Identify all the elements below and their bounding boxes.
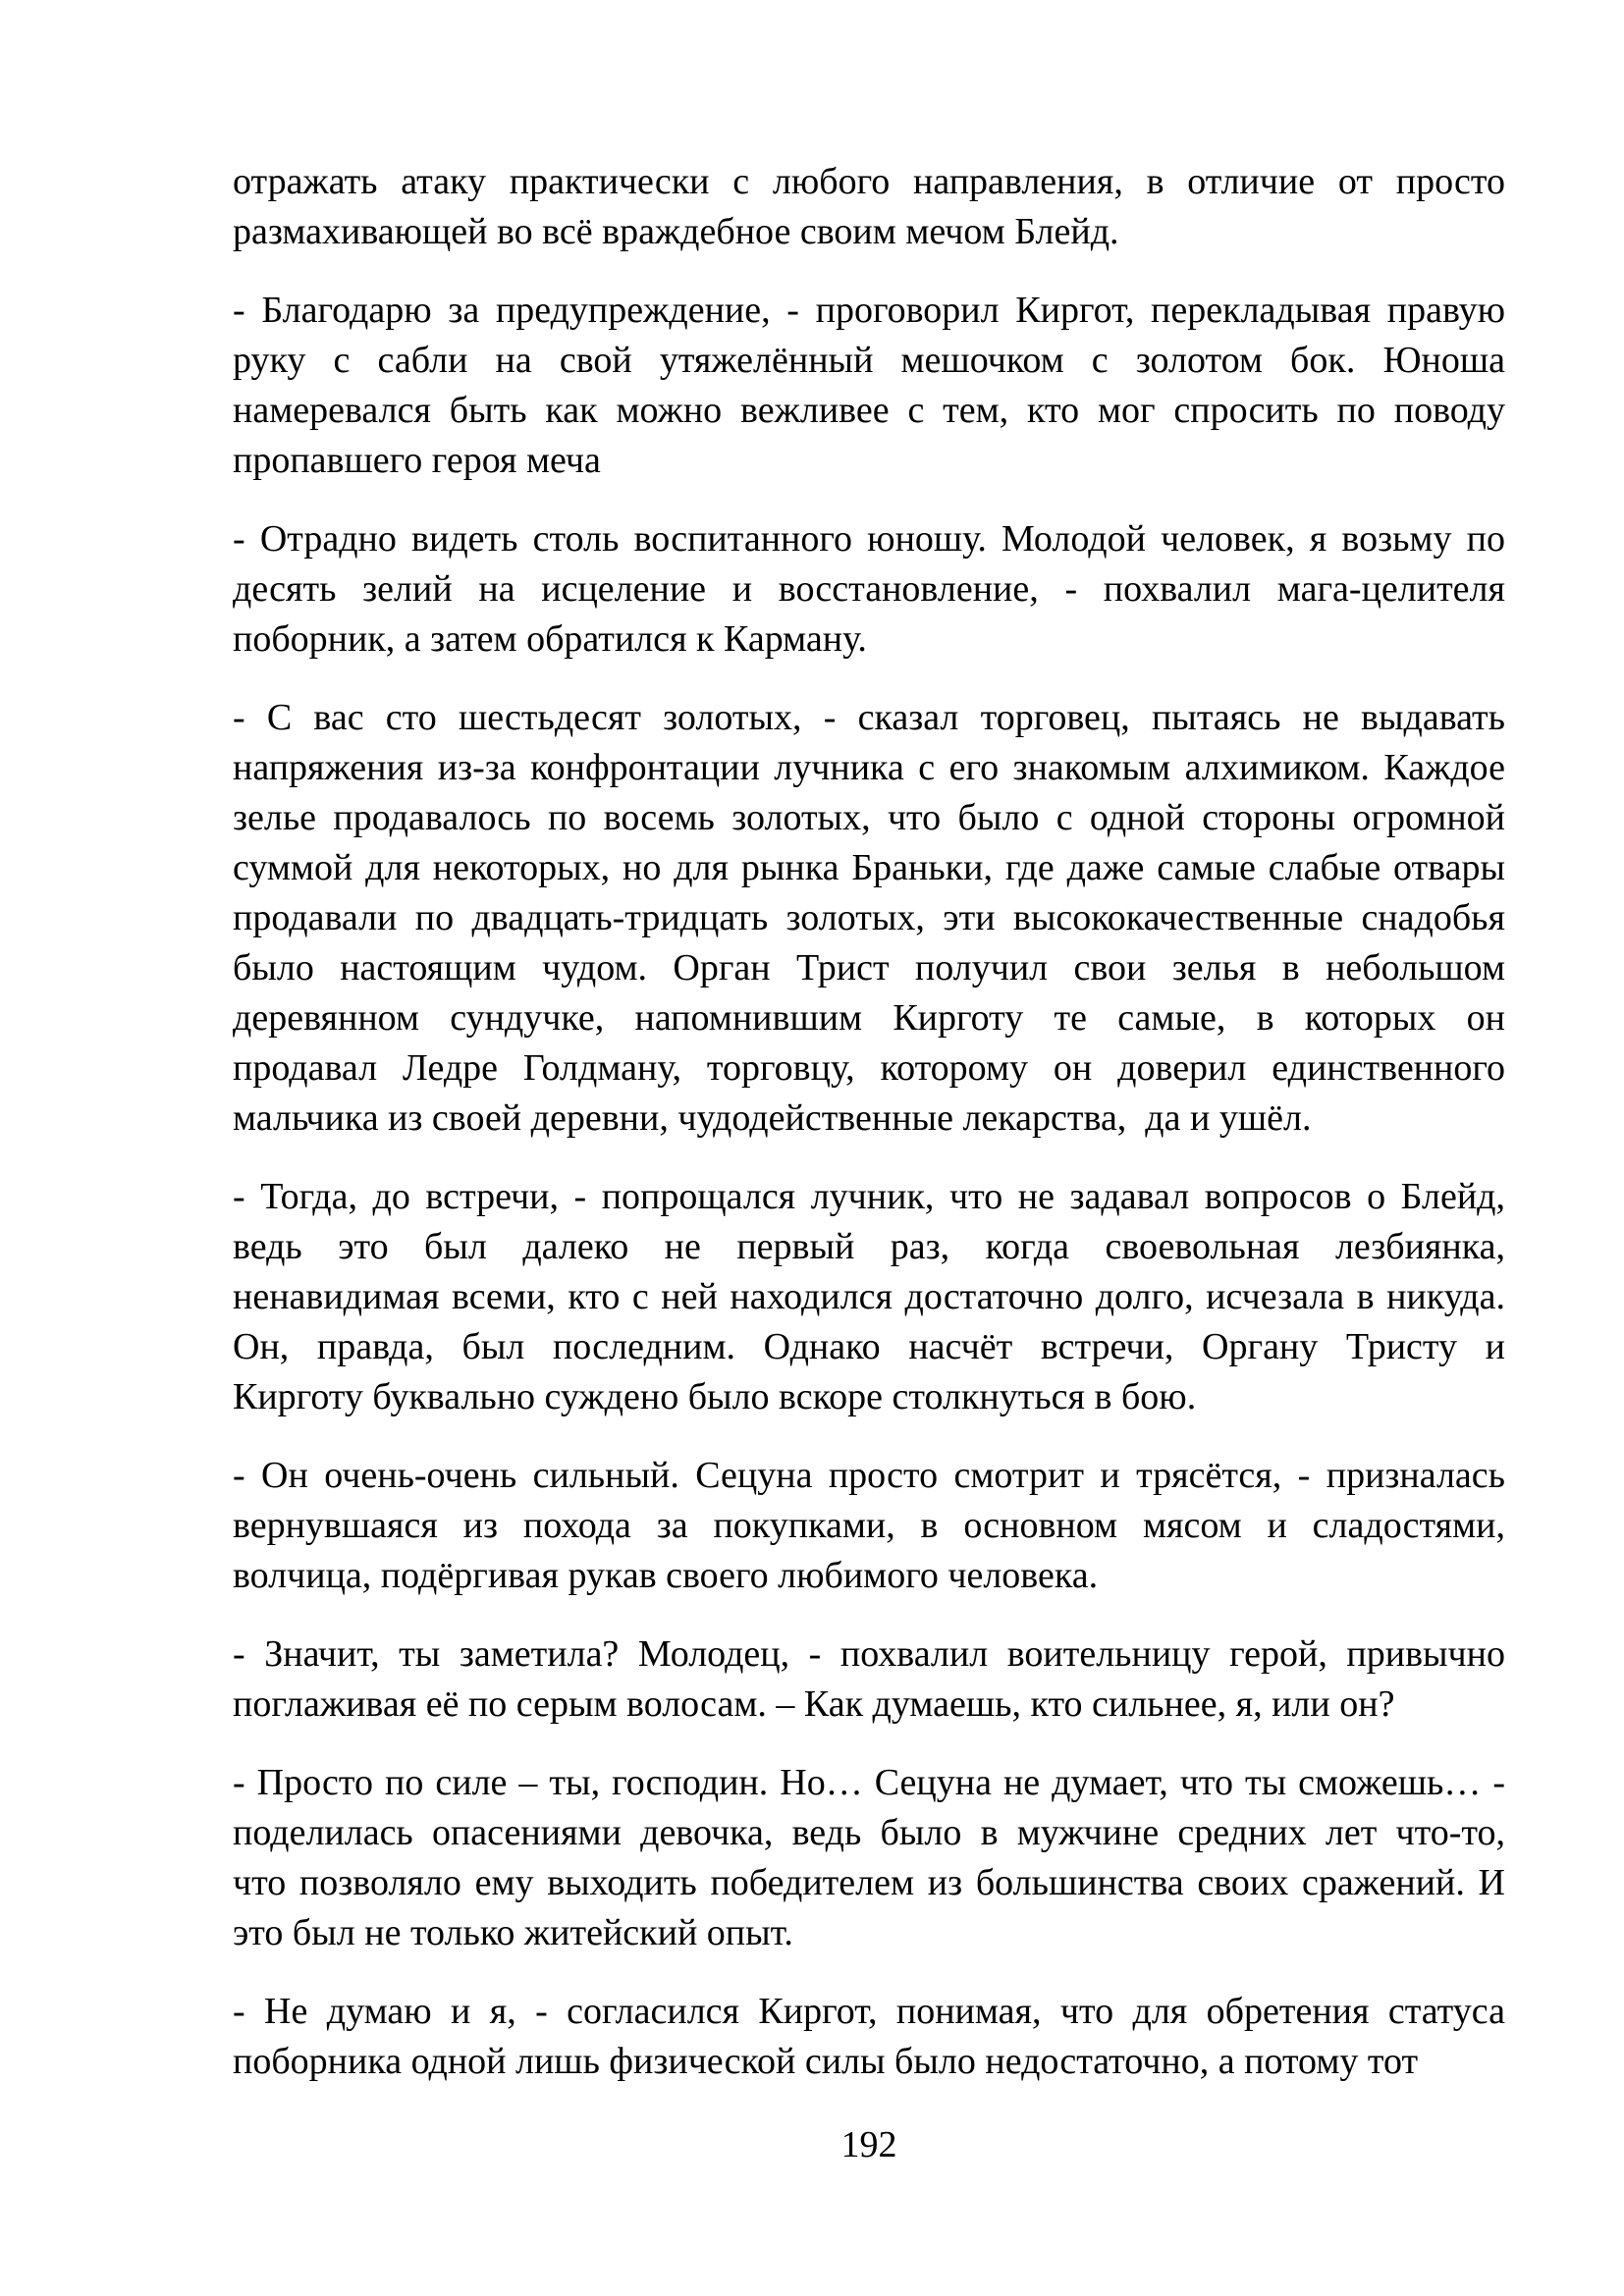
text-line: десять зелий на исцеление и восстановление, - похвалил мага-целителя: [233, 568, 1505, 610]
text-line: руку с сабли на свой утяжелённый мешочком с золотом бок. Юноша: [233, 340, 1505, 381]
text-line: деревянном сундучке, напомнившим Кирготу те самые, в которых он: [233, 997, 1505, 1039]
text-line: - Не думаю и я, - согласился Киргот, понимая, что для обретения статуса: [233, 1991, 1505, 2032]
text-line: поглаживая её по серым волосам. – Как думаешь, кто сильнее, я, или он?: [233, 1683, 1395, 1725]
text-line: размахивающей во всё враждебное своим мечом Блейд.: [233, 211, 1119, 252]
text-line: - Благодарю за предупреждение, - проговорил Киргот, перекладывая правую: [233, 290, 1505, 331]
text-line: мальчика из своей деревни, чудодейственные лекарства, да и ушёл.: [233, 1097, 1312, 1139]
text-line: напряжения из-за конфронтации лучника с его знакомым алхимиком. Каждое: [233, 747, 1505, 788]
paragraph: [233, 514, 1505, 665]
text-line: поборник, а затем обратился к Карману.: [233, 618, 867, 660]
text-line: пропавшего героя меча: [233, 440, 601, 481]
text-line: что позволяло ему выходить победителем из большинства своих сражений. И: [233, 1862, 1505, 1903]
text-line: продавали по двадцать-тридцать золотых, эти высококачественные снадобья: [233, 897, 1505, 938]
text-line: поборника одной лишь физической силы было недостаточно, а потому тот: [233, 2041, 1419, 2082]
text-line: - Он очень-очень сильный. Сецуна просто смотрит и трясётся, - призналась: [233, 1455, 1505, 1496]
text-line: Он, правда, был последним. Однако насчёт встречи, Органу Тристу и: [233, 1326, 1505, 1367]
paragraph: [233, 1629, 1505, 1730]
paragraph: [233, 157, 1505, 257]
text-line: вернувшаяся из похода за покупками, в основном мясом и сладостями,: [233, 1505, 1505, 1546]
text-line: - Отрадно видеть столь воспитанного юношу. Молодой человек, я возьму по: [233, 518, 1505, 560]
text-line: - Тогда, до встречи, - попрощался лучник, что не задавал вопросов о Блейд,: [233, 1176, 1505, 1217]
paragraph: [233, 286, 1505, 486]
page-footer: [233, 2120, 1505, 2170]
text-line: ведь это был далеко не первый раз, когда своевольная лезбиянка,: [233, 1226, 1505, 1267]
text-line: было настоящим чудом. Орган Трист получил свои зелья в небольшом: [233, 947, 1505, 988]
text-line: суммой для некоторых, но для рынка Браньки, где даже самые слабые отвары: [233, 847, 1505, 888]
text-line: ненавидимая всеми, кто с ней находился достаточно долго, исчезала в никуда.: [233, 1276, 1505, 1317]
text-line: намеревался быть как можно вежливее с тем, кто мог спросить по поводу: [233, 390, 1505, 431]
paragraph: [233, 1451, 1505, 1601]
paragraph: [233, 693, 1505, 1144]
text-line: - С вас сто шестьдесят золотых, - сказал торговец, пытаясь не выдавать: [233, 697, 1505, 738]
text-line: продавал Ледре Голдману, торговцу, которому он доверил единственного: [233, 1047, 1505, 1089]
text-line: - Просто по силе – ты, господин. Но… Сецуна не думает, что ты сможешь… -: [233, 1762, 1505, 1803]
text-line: - Значит, ты заметила? Молодец, - похвалил воительницу герой, привычно: [233, 1633, 1505, 1675]
text-line: Кирготу буквально суждено было вскоре столкнуться в бою.: [233, 1376, 1197, 1417]
paragraph: [233, 1987, 1505, 2087]
page-number: 192: [840, 2124, 897, 2165]
text-line: поделилась опасениями девочка, ведь было в мужчине средних лет что-то,: [233, 1812, 1505, 1853]
paragraph: [233, 1758, 1505, 1958]
text-line: зелье продавалось по восемь золотых, что было с одной стороны огромной: [233, 797, 1505, 838]
text-block: [233, 157, 1505, 2087]
paragraph: [233, 1172, 1505, 1422]
text-line: волчица, подёргивая рукав своего любимого человека.: [233, 1555, 1099, 1596]
text-line: это был не только житейский опыт.: [233, 1912, 793, 1953]
text-line: отражать атаку практически с любого направления, в отличие от просто: [233, 161, 1505, 202]
